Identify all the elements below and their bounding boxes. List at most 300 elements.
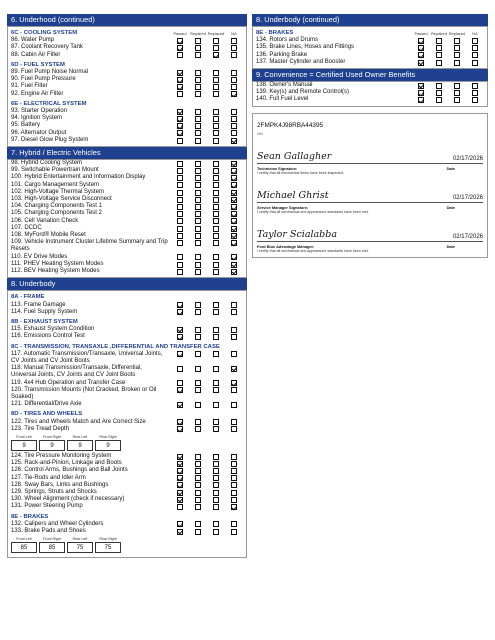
- status-checkbox[interactable]: [177, 52, 183, 58]
- status-checkbox[interactable]: [195, 211, 201, 217]
- item-label: 108. MyFord® Mobile Reset: [11, 232, 86, 239]
- checkbox-cell: [171, 351, 189, 358]
- status-checkbox[interactable]: [472, 83, 478, 89]
- status-checkbox[interactable]: [177, 454, 183, 460]
- section-block: [7, 26, 247, 147]
- checkbox-cell: [189, 167, 207, 174]
- status-checkbox[interactable]: [472, 38, 478, 44]
- status-checkbox[interactable]: [195, 130, 201, 136]
- checkbox-cell: [466, 96, 484, 103]
- status-checkbox[interactable]: [231, 226, 237, 232]
- checkbox-cell: [171, 69, 189, 76]
- status-checkbox[interactable]: [177, 461, 183, 467]
- status-checkbox[interactable]: [231, 70, 237, 76]
- status-checkbox[interactable]: [213, 269, 219, 275]
- status-checkbox[interactable]: [231, 490, 237, 496]
- status-checkbox[interactable]: [195, 529, 201, 535]
- signature-line: [257, 189, 483, 203]
- status-checkbox[interactable]: [177, 309, 183, 315]
- status-checkbox[interactable]: [177, 254, 183, 260]
- measurement-value[interactable]: 9: [39, 440, 65, 451]
- checkbox-cell: [171, 453, 189, 460]
- status-checkbox[interactable]: [231, 351, 237, 357]
- checklist-row: [11, 261, 243, 268]
- status-checkbox[interactable]: [231, 475, 237, 481]
- status-checkbox[interactable]: [195, 38, 201, 44]
- status-checkbox[interactable]: [213, 52, 219, 58]
- status-checkbox[interactable]: [195, 197, 201, 203]
- status-checkbox[interactable]: [231, 426, 237, 432]
- status-checkbox[interactable]: [213, 226, 219, 232]
- status-checkbox[interactable]: [195, 204, 201, 210]
- status-checkbox[interactable]: [231, 309, 237, 315]
- status-checkbox[interactable]: [177, 77, 183, 83]
- status-checkbox[interactable]: [231, 77, 237, 83]
- status-checkbox[interactable]: [177, 366, 183, 372]
- group-title: 6D - FUEL SYSTEM: [11, 61, 65, 68]
- status-checkbox[interactable]: [213, 387, 219, 393]
- status-checkbox[interactable]: [195, 218, 201, 224]
- status-checkbox[interactable]: [231, 302, 237, 308]
- status-checkbox[interactable]: [231, 175, 237, 181]
- status-checkbox[interactable]: [177, 197, 183, 203]
- status-checkbox[interactable]: [213, 402, 219, 408]
- status-checkbox[interactable]: [231, 254, 237, 260]
- group-title: 6C - COOLING SYSTEM: [11, 30, 78, 36]
- checkbox-cell: [189, 351, 207, 358]
- status-checkbox[interactable]: [231, 161, 237, 167]
- checklist-row: [11, 254, 243, 261]
- status-checkbox[interactable]: [418, 83, 424, 89]
- checkbox-cell: [171, 261, 189, 268]
- status-checkbox[interactable]: [418, 52, 424, 58]
- status-checkbox[interactable]: [177, 38, 183, 44]
- status-checkbox[interactable]: [213, 468, 219, 474]
- checkbox-cell: [225, 254, 243, 261]
- status-checkbox[interactable]: [177, 211, 183, 217]
- status-checkbox[interactable]: [231, 454, 237, 460]
- checkbox-cell: [225, 130, 243, 137]
- status-checkbox[interactable]: [213, 45, 219, 51]
- status-checkbox[interactable]: [213, 419, 219, 425]
- measurement-label: Front Left: [16, 434, 32, 439]
- status-checkbox[interactable]: [472, 60, 478, 66]
- checklist-row: [11, 326, 243, 333]
- status-checkbox[interactable]: [213, 529, 219, 535]
- status-checkbox[interactable]: [231, 504, 237, 510]
- status-checkbox[interactable]: [177, 116, 183, 122]
- status-checkbox[interactable]: [213, 497, 219, 503]
- status-checkbox[interactable]: [195, 327, 201, 333]
- status-checkbox[interactable]: [195, 468, 201, 474]
- item-label: 112. BEV Heating System Modes: [11, 268, 100, 275]
- status-checkbox[interactable]: [177, 130, 183, 136]
- checkbox-cell: [189, 37, 207, 44]
- status-checkbox[interactable]: [195, 366, 201, 372]
- status-checkbox[interactable]: [231, 334, 237, 340]
- status-checkboxes: [171, 419, 243, 426]
- status-checkbox[interactable]: [213, 218, 219, 224]
- status-checkbox[interactable]: [231, 211, 237, 217]
- checkbox-cell: [207, 37, 225, 44]
- status-checkbox[interactable]: [454, 97, 460, 103]
- status-checkbox[interactable]: [418, 45, 424, 51]
- status-checkbox[interactable]: [195, 175, 201, 181]
- status-checkbox[interactable]: [231, 240, 237, 246]
- status-checkbox[interactable]: [213, 168, 219, 174]
- status-checkbox[interactable]: [231, 269, 237, 275]
- checklist-row: [11, 365, 243, 379]
- checklist-row: [11, 225, 243, 232]
- status-checkbox[interactable]: [177, 168, 183, 174]
- status-checkbox[interactable]: [213, 302, 219, 308]
- status-checkbox[interactable]: [454, 45, 460, 51]
- item-label: 132. Calipers and Wheel Cylinders: [11, 520, 104, 527]
- measurement-label: Rear Right: [99, 434, 117, 439]
- checkbox-cell: [171, 115, 189, 122]
- status-checkbox[interactable]: [213, 426, 219, 432]
- status-checkbox[interactable]: [195, 84, 201, 90]
- status-checkbox[interactable]: [195, 45, 201, 51]
- checkbox-cell: [171, 467, 189, 474]
- status-checkboxes: [171, 115, 243, 122]
- checkbox-cell: [171, 528, 189, 535]
- status-checkbox[interactable]: [213, 380, 219, 386]
- status-checkbox[interactable]: [177, 190, 183, 196]
- status-checkbox[interactable]: [231, 402, 237, 408]
- status-checkbox[interactable]: [231, 497, 237, 503]
- status-checkbox[interactable]: [195, 182, 201, 188]
- item-label: 90. Fuel Pump Pressure: [11, 76, 76, 83]
- measurement-value[interactable]: 85: [11, 542, 37, 553]
- status-checkbox[interactable]: [231, 461, 237, 467]
- status-checkbox[interactable]: [213, 254, 219, 260]
- status-checkbox[interactable]: [195, 226, 201, 232]
- status-checkbox[interactable]: [177, 269, 183, 275]
- status-checkbox[interactable]: [231, 327, 237, 333]
- status-checkbox[interactable]: [213, 461, 219, 467]
- status-checkbox[interactable]: [418, 90, 424, 96]
- status-checkbox[interactable]: [195, 254, 201, 260]
- status-checkbox[interactable]: [195, 70, 201, 76]
- status-checkbox[interactable]: [213, 182, 219, 188]
- status-checkbox[interactable]: [213, 38, 219, 44]
- status-checkbox[interactable]: [436, 90, 442, 96]
- status-checkbox[interactable]: [231, 233, 237, 239]
- checklist-row: [256, 37, 484, 44]
- status-checkbox[interactable]: [213, 233, 219, 239]
- status-checkbox[interactable]: [177, 226, 183, 232]
- status-checkbox[interactable]: [231, 521, 237, 527]
- status-checkbox[interactable]: [195, 380, 201, 386]
- status-checkbox[interactable]: [177, 109, 183, 115]
- status-checkbox[interactable]: [436, 38, 442, 44]
- measurement-value[interactable]: 75: [67, 542, 93, 553]
- status-checkbox[interactable]: [213, 482, 219, 488]
- checklist-row: [11, 218, 243, 225]
- status-checkbox[interactable]: [213, 190, 219, 196]
- checkbox-cell: [225, 302, 243, 309]
- status-checkbox[interactable]: [231, 366, 237, 372]
- status-checkbox[interactable]: [213, 454, 219, 460]
- status-checkbox[interactable]: [231, 116, 237, 122]
- status-checkbox[interactable]: [231, 38, 237, 44]
- status-checkbox[interactable]: [195, 138, 201, 144]
- status-checkbox[interactable]: [177, 475, 183, 481]
- status-checkbox[interactable]: [472, 45, 478, 51]
- status-checkbox[interactable]: [213, 123, 219, 129]
- status-checkboxes: [412, 44, 484, 51]
- status-checkbox[interactable]: [213, 175, 219, 181]
- status-checkbox[interactable]: [436, 45, 442, 51]
- status-checkbox[interactable]: [231, 45, 237, 51]
- status-checkbox[interactable]: [177, 123, 183, 129]
- status-checkbox[interactable]: [177, 380, 183, 386]
- status-checkbox[interactable]: [195, 91, 201, 97]
- status-checkbox[interactable]: [213, 521, 219, 527]
- item-label: 111. PHEV Heating System Modes: [11, 260, 104, 267]
- status-checkbox[interactable]: [195, 269, 201, 275]
- status-checkboxes: [171, 76, 243, 83]
- status-checkbox[interactable]: [177, 91, 183, 97]
- column-heading: NA: [231, 31, 237, 36]
- status-checkbox[interactable]: [195, 482, 201, 488]
- status-checkbox[interactable]: [231, 197, 237, 203]
- status-checkbox[interactable]: [195, 475, 201, 481]
- status-checkbox[interactable]: [436, 52, 442, 58]
- status-checkbox[interactable]: [454, 38, 460, 44]
- status-checkbox[interactable]: [213, 475, 219, 481]
- status-checkboxes: [171, 521, 243, 528]
- checkbox-cell: [189, 268, 207, 275]
- status-checkbox[interactable]: [231, 218, 237, 224]
- status-checkbox[interactable]: [195, 233, 201, 239]
- status-checkbox[interactable]: [436, 60, 442, 66]
- status-checkbox[interactable]: [213, 204, 219, 210]
- status-checkbox[interactable]: [454, 52, 460, 58]
- item-label: 120. Transmission Mounts (Not Cracked, Broken or Oil Soaked): [11, 386, 157, 400]
- status-checkbox[interactable]: [177, 45, 183, 51]
- status-checkbox[interactable]: [213, 262, 219, 268]
- status-checkbox[interactable]: [213, 84, 219, 90]
- checkbox-cell: [189, 419, 207, 426]
- status-checkboxes: [412, 52, 484, 59]
- status-checkbox[interactable]: [177, 218, 183, 224]
- status-checkbox[interactable]: [195, 240, 201, 246]
- status-checkbox[interactable]: [177, 402, 183, 408]
- checklist-row: [11, 460, 243, 467]
- status-checkbox[interactable]: [213, 490, 219, 496]
- status-checkbox[interactable]: [195, 52, 201, 58]
- status-checkbox[interactable]: [213, 211, 219, 217]
- status-checkbox[interactable]: [177, 521, 183, 527]
- item-label: 93. Starter Operation: [11, 108, 68, 115]
- checkbox-cell: [189, 309, 207, 316]
- status-checkbox[interactable]: [213, 240, 219, 246]
- status-checkbox[interactable]: [195, 521, 201, 527]
- status-checkbox[interactable]: [213, 109, 219, 115]
- status-checkbox[interactable]: [195, 161, 201, 167]
- status-checkbox[interactable]: [213, 116, 219, 122]
- status-checkbox[interactable]: [231, 130, 237, 136]
- status-checkbox[interactable]: [195, 302, 201, 308]
- status-checkbox[interactable]: [177, 327, 183, 333]
- status-checkbox[interactable]: [454, 83, 460, 89]
- status-checkbox[interactable]: [177, 302, 183, 308]
- status-checkboxes: [171, 326, 243, 333]
- status-checkbox[interactable]: [213, 327, 219, 333]
- checklist-row: [11, 232, 243, 239]
- status-checkbox[interactable]: [177, 468, 183, 474]
- measurement-value[interactable]: 75: [95, 542, 121, 553]
- status-checkbox[interactable]: [418, 38, 424, 44]
- checkbox-cell: [189, 380, 207, 387]
- status-checkbox[interactable]: [472, 90, 478, 96]
- checkbox-cell: [171, 182, 189, 189]
- status-checkbox[interactable]: [177, 84, 183, 90]
- status-checkbox[interactable]: [231, 380, 237, 386]
- measurement-value[interactable]: 85: [39, 542, 65, 553]
- status-checkbox[interactable]: [177, 334, 183, 340]
- status-checkbox[interactable]: [454, 90, 460, 96]
- status-checkbox[interactable]: [195, 116, 201, 122]
- checkbox-cell: [171, 196, 189, 203]
- checklist-row: [11, 309, 243, 316]
- status-checkbox[interactable]: [195, 497, 201, 503]
- status-checkbox[interactable]: [177, 387, 183, 393]
- status-checkbox[interactable]: [177, 419, 183, 425]
- status-checkbox[interactable]: [472, 97, 478, 103]
- status-checkbox[interactable]: [177, 138, 183, 144]
- checkbox-cell: [225, 528, 243, 535]
- status-checkbox[interactable]: [177, 504, 183, 510]
- status-checkbox[interactable]: [195, 490, 201, 496]
- status-checkbox[interactable]: [231, 419, 237, 425]
- status-checkbox[interactable]: [231, 262, 237, 268]
- status-checkbox[interactable]: [177, 482, 183, 488]
- measurement-value[interactable]: 9: [11, 440, 37, 451]
- checkbox-cell: [207, 225, 225, 232]
- group-heading: [11, 344, 243, 351]
- status-checkbox[interactable]: [213, 504, 219, 510]
- status-checkbox[interactable]: [177, 161, 183, 167]
- status-checkbox[interactable]: [195, 504, 201, 510]
- status-checkbox[interactable]: [195, 262, 201, 268]
- status-checkbox[interactable]: [213, 77, 219, 83]
- status-checkbox[interactable]: [195, 461, 201, 467]
- status-checkbox[interactable]: [213, 130, 219, 136]
- status-checkbox[interactable]: [213, 70, 219, 76]
- status-checkbox[interactable]: [213, 161, 219, 167]
- status-checkboxes: [171, 167, 243, 174]
- status-checkbox[interactable]: [436, 97, 442, 103]
- item-label: 133. Brake Pads and Shoes: [11, 527, 86, 534]
- status-checkbox[interactable]: [231, 468, 237, 474]
- status-checkbox[interactable]: [213, 91, 219, 97]
- status-checkbox[interactable]: [195, 454, 201, 460]
- status-checkbox[interactable]: [195, 351, 201, 357]
- status-checkbox[interactable]: [418, 97, 424, 103]
- checkbox-cell: [189, 482, 207, 489]
- checkbox-cell: [207, 482, 225, 489]
- column-heading: NA: [472, 31, 478, 36]
- status-checkbox[interactable]: [195, 190, 201, 196]
- status-checkbox[interactable]: [231, 109, 237, 115]
- status-checkbox[interactable]: [213, 334, 219, 340]
- status-checkbox[interactable]: [231, 529, 237, 535]
- checkbox-cell: [225, 108, 243, 115]
- status-checkbox[interactable]: [195, 387, 201, 393]
- measurement-value[interactable]: 9: [95, 440, 121, 451]
- checkbox-cell: [207, 261, 225, 268]
- status-checkbox[interactable]: [231, 204, 237, 210]
- status-checkbox[interactable]: [231, 52, 237, 58]
- status-checkbox[interactable]: [213, 197, 219, 203]
- status-checkbox[interactable]: [177, 262, 183, 268]
- status-checkbox[interactable]: [231, 387, 237, 393]
- status-checkbox[interactable]: [231, 91, 237, 97]
- status-checkbox[interactable]: [231, 182, 237, 188]
- status-checkbox[interactable]: [472, 52, 478, 58]
- status-checkbox[interactable]: [213, 351, 219, 357]
- status-checkbox[interactable]: [195, 109, 201, 115]
- status-checkbox[interactable]: [436, 83, 442, 89]
- checkbox-cell: [207, 122, 225, 129]
- status-checkbox[interactable]: [231, 482, 237, 488]
- status-checkbox[interactable]: [177, 175, 183, 181]
- measurement-value[interactable]: 9: [67, 440, 93, 451]
- status-checkbox[interactable]: [195, 168, 201, 174]
- checkbox-cell: [207, 203, 225, 210]
- status-checkbox[interactable]: [177, 497, 183, 503]
- status-checkbox[interactable]: [177, 240, 183, 246]
- status-checkbox[interactable]: [231, 138, 237, 144]
- status-checkbox[interactable]: [195, 334, 201, 340]
- status-checkbox[interactable]: [177, 233, 183, 239]
- checkbox-cell: [448, 82, 466, 89]
- status-checkbox[interactable]: [195, 426, 201, 432]
- status-checkbox[interactable]: [177, 204, 183, 210]
- status-checkbox[interactable]: [177, 70, 183, 76]
- checklist-row: [11, 380, 243, 387]
- status-checkbox[interactable]: [195, 123, 201, 129]
- status-checkbox[interactable]: [177, 182, 183, 188]
- status-checkbox[interactable]: [213, 366, 219, 372]
- status-checkbox[interactable]: [213, 309, 219, 315]
- status-checkbox[interactable]: [195, 309, 201, 315]
- status-checkbox[interactable]: [418, 60, 424, 66]
- status-checkbox[interactable]: [231, 123, 237, 129]
- checkbox-cell: [207, 130, 225, 137]
- status-checkbox[interactable]: [231, 190, 237, 196]
- status-checkbox[interactable]: [213, 138, 219, 144]
- status-checkbox[interactable]: [195, 419, 201, 425]
- status-checkbox[interactable]: [177, 351, 183, 357]
- status-checkbox[interactable]: [177, 490, 183, 496]
- signature-title: Service Manager Signature:: [257, 204, 309, 210]
- status-checkbox[interactable]: [195, 77, 201, 83]
- checkbox-cell: [207, 460, 225, 467]
- checklist-row: [11, 387, 243, 401]
- checkbox-cell: [207, 182, 225, 189]
- status-checkbox[interactable]: [177, 426, 183, 432]
- status-checkbox[interactable]: [231, 84, 237, 90]
- status-checkbox[interactable]: [454, 60, 460, 66]
- status-checkbox[interactable]: [231, 168, 237, 174]
- status-checkbox[interactable]: [195, 402, 201, 408]
- status-checkbox[interactable]: [177, 529, 183, 535]
- checkbox-cell: [225, 160, 243, 167]
